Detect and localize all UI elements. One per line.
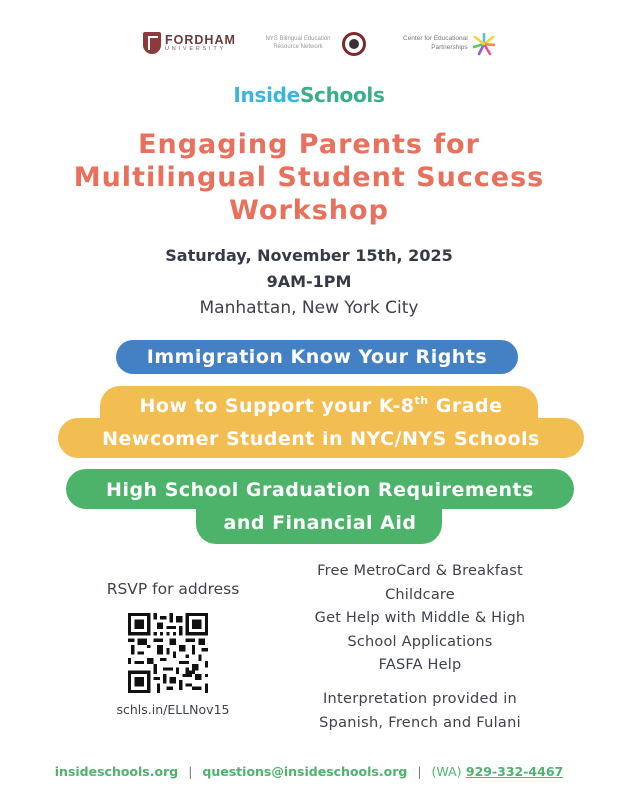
benefit-item: FASFA Help [378, 657, 462, 673]
contact-footer [0, 764, 618, 779]
title-line-1: Engaging Parents for [138, 129, 480, 160]
benefit-item: Free MetroCard & Breakfast [317, 563, 523, 579]
title-line-2: Multilingual Student Success [73, 162, 545, 193]
phone-link[interactable]: 929-332-4467 [465, 764, 564, 779]
fordham-logo [143, 32, 236, 54]
topic-k8-line1-pre: How to Support your K-8 [139, 395, 415, 417]
footer-separator: | [188, 764, 193, 779]
topic-k8-line1-post: Grade [428, 395, 503, 417]
cep-logo [403, 32, 496, 56]
email-link[interactable]: questions@insideschools.org [202, 764, 408, 779]
topic-immigration-rights: Immigration Know Your Rights [116, 340, 518, 374]
nysbern-text: NYS Bilingual Education Resource Network [265, 36, 331, 50]
topic-grad-line1: High School Graduation Requirements [106, 479, 534, 501]
cep-line1: Center for Educational [403, 35, 468, 43]
benefit-item: Get Help with Middle & High [314, 610, 526, 626]
topic-k8-support [58, 390, 584, 456]
phone-prefix: (WA) [431, 764, 462, 779]
insideschools-logo [0, 83, 618, 107]
fordham-name: FORDHAM [165, 32, 236, 47]
event-date: Saturday, November 15th, 2025 [165, 246, 453, 265]
rsvp-short-url[interactable]: schls.in/ELLNov15 [116, 702, 230, 717]
event-time: 9AM-1PM [266, 272, 352, 291]
cep-line2: Partnerships [431, 44, 468, 51]
event-location: Manhattan, New York City [199, 298, 419, 318]
brand-schools: Schools [299, 83, 385, 107]
topic-k8-sup: th [414, 394, 429, 407]
title-line-3: Workshop [229, 195, 389, 226]
nysbern-seal-icon [342, 32, 366, 56]
footer-separator: | [417, 764, 422, 779]
workshop-title [0, 128, 618, 227]
benefits-list [290, 560, 550, 678]
qr-code-icon[interactable] [128, 613, 208, 693]
topic-k8-line2: Newcomer Student in NYC/NYS Schools [102, 428, 540, 450]
event-details [0, 243, 618, 322]
rsvp-label: RSVP for address [106, 580, 240, 598]
topic-grad-line2: and Financial Aid [223, 512, 417, 534]
benefit-item: Childcare [385, 586, 455, 603]
fordham-shield-icon [143, 32, 161, 54]
partner-logos [0, 30, 618, 64]
starburst-icon [472, 32, 496, 56]
benefit-item: School Applications [347, 633, 493, 650]
interpretation-line-2: Spanish, French and Fulani [319, 714, 521, 731]
nysbern-logo [258, 32, 366, 56]
fordham-sub: UNIVERSITY [165, 46, 227, 52]
brand-inside: Inside [233, 83, 300, 107]
website-link[interactable]: insideschools.org [54, 764, 179, 779]
topic-graduation-aid [66, 474, 574, 540]
interpretation-line-1: Interpretation provided in [322, 691, 518, 707]
interpretation-note [290, 688, 550, 735]
